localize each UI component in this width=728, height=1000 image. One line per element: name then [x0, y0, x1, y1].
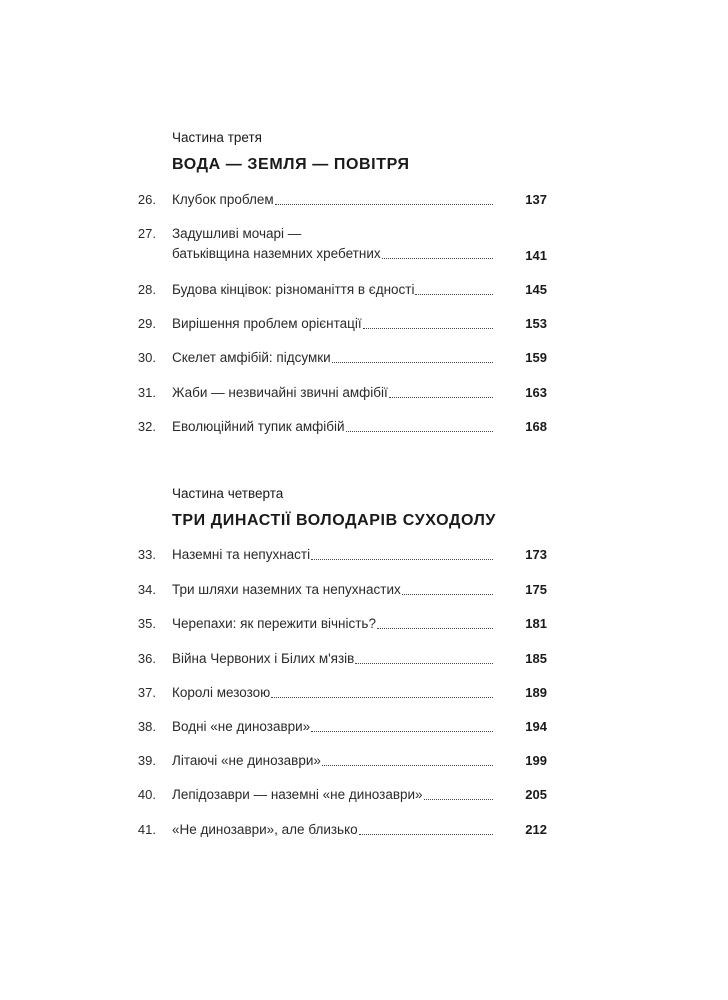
- entry-page: 163: [525, 385, 547, 400]
- dot-leader: [359, 834, 493, 835]
- toc-entry: [0, 315, 728, 335]
- entry-number: 27.: [137, 226, 156, 241]
- entry-title: Вирішення проблем орієнтації: [172, 316, 362, 331]
- entry-title: Літаючі «не динозаври»: [172, 753, 321, 768]
- dot-leader: [415, 294, 493, 295]
- entry-page: 194: [525, 719, 547, 734]
- entry-title: Жаби — незвичайні звичні амфібії: [172, 385, 388, 400]
- entry-title: Скелет амфібій: підсумки: [172, 350, 331, 365]
- dot-leader: [402, 594, 493, 595]
- entry-number: 37.: [137, 685, 156, 700]
- part-header: [172, 486, 572, 531]
- entry-page: 181: [525, 616, 547, 631]
- entry-title: Лепідозаври — наземні «не динозаври»: [172, 787, 423, 802]
- dot-leader: [424, 799, 493, 800]
- entry-number: 38.: [137, 719, 156, 734]
- entry-title: Королі мезозою: [172, 685, 271, 700]
- entry-number: 35.: [137, 616, 156, 631]
- entry-number: 34.: [137, 582, 156, 597]
- entry-page: 145: [525, 282, 547, 297]
- entry-page: 185: [525, 651, 547, 666]
- entry-title: Війна Червоних і Білих м'язів: [172, 651, 355, 666]
- entry-number: 26.: [137, 192, 156, 207]
- toc-entry: [0, 684, 728, 704]
- toc-entry: [0, 384, 728, 404]
- entry-page: 168: [525, 419, 547, 434]
- dot-leader: [275, 204, 493, 205]
- entry-number: 41.: [137, 822, 156, 837]
- entry-number: 30.: [137, 350, 156, 365]
- part-label: Частина третя: [172, 130, 262, 145]
- toc-entry: [0, 581, 728, 601]
- entry-number: 36.: [137, 651, 156, 666]
- dot-leader: [355, 663, 493, 664]
- entry-title: Три шляхи наземних та непухнастих: [172, 582, 401, 597]
- entry-title: «Не динозаври», але близько: [172, 822, 358, 837]
- entry-page: 141: [525, 248, 547, 263]
- entry-page: 189: [525, 685, 547, 700]
- dot-leader: [322, 765, 493, 766]
- entry-number: 28.: [137, 282, 156, 297]
- toc-entry: [0, 349, 728, 369]
- dot-leader: [332, 362, 493, 363]
- part-title: ТРИ ДИНАСТІЇ ВОЛОДАРІВ СУХОДОЛУ: [172, 512, 496, 529]
- part-label: Частина четверта: [172, 486, 284, 501]
- entry-number: 31.: [137, 385, 156, 400]
- entry-page: 212: [525, 822, 547, 837]
- entry-title: Наземні та непухнасті: [172, 547, 311, 562]
- entry-title-line-2: батьківщина наземних хребетних: [172, 246, 381, 261]
- toc-entry: [0, 650, 728, 670]
- entry-number: 33.: [137, 547, 156, 562]
- entry-page: 205: [525, 787, 547, 802]
- dot-leader: [382, 258, 493, 259]
- entry-page: 153: [525, 316, 547, 331]
- dot-leader: [311, 559, 493, 560]
- dot-leader: [311, 731, 493, 732]
- entry-number: 32.: [137, 419, 156, 434]
- entry-title: Водні «не динозаври»: [172, 719, 311, 734]
- entry-page: 137: [525, 192, 547, 207]
- entry-page: 173: [525, 547, 547, 562]
- toc-entry: [0, 821, 728, 841]
- entry-page: 175: [525, 582, 547, 597]
- dot-leader: [363, 328, 493, 329]
- toc-entry: [0, 718, 728, 738]
- entry-number: 39.: [137, 753, 156, 768]
- entry-title-line-1: Задушливі мочарі —: [172, 226, 302, 241]
- entry-page: 159: [525, 350, 547, 365]
- entry-number: 29.: [137, 316, 156, 331]
- entry-page: 199: [525, 753, 547, 768]
- toc-entry: [0, 615, 728, 635]
- toc-entry: [0, 418, 728, 438]
- entry-title: Будова кінцівок: різноманіття в єдності: [172, 282, 415, 297]
- toc-entry: [0, 752, 728, 772]
- entry-title: Черепахи: як пережити вічність?: [172, 616, 376, 631]
- toc-entry: [0, 191, 728, 211]
- toc-entry: [0, 281, 728, 301]
- part-header: [172, 130, 572, 175]
- dot-leader: [389, 397, 493, 398]
- dot-leader: [271, 697, 493, 698]
- entry-title: Клубок проблем: [172, 192, 274, 207]
- dot-leader: [377, 628, 493, 629]
- dot-leader: [346, 431, 493, 432]
- toc-entry: [0, 225, 728, 265]
- entry-title: [172, 225, 494, 265]
- part-title: ВОДА — ЗЕМЛЯ — ПОВІТРЯ: [172, 156, 410, 173]
- toc-entry: [0, 786, 728, 806]
- entry-title: Еволюційний тупик амфібій: [172, 419, 345, 434]
- toc-entry: [0, 546, 728, 566]
- entry-number: 40.: [137, 787, 156, 802]
